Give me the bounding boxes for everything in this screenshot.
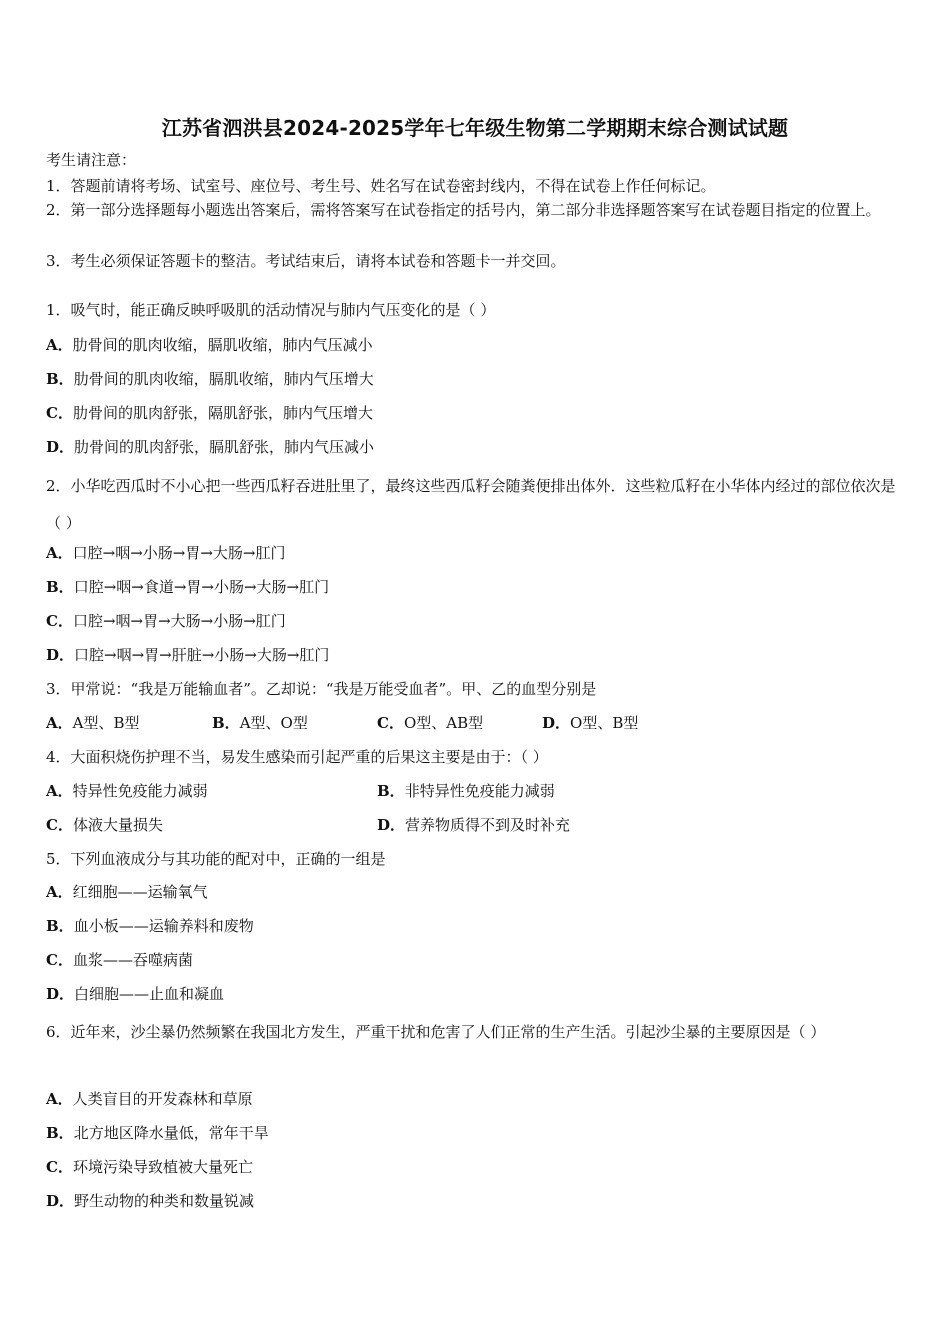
option-letter: B． [377,782,405,800]
option-1c [46,403,373,423]
option-letter: B． [46,370,74,388]
question-stem-1: 1．吸气时，能正确反映呼吸肌的活动情况与肺内气压变化的是（ ） [46,301,496,319]
option-6d [46,1191,254,1211]
option-text: 口腔→咽→胃→肝脏→小肠→大肠→肛门 [74,646,330,664]
option-text: 口腔→咽→胃→大肠→小肠→肛门 [72,612,286,630]
option-letter: A． [46,336,73,354]
option-text: 肋骨间的肌肉收缩，膈肌收缩，肺内气压减小 [72,336,373,354]
option-letter: C． [377,714,404,732]
option-4c [46,815,163,835]
notice-heading: 考生请注意： [46,151,137,169]
option-text: 非特异性免疫能力减弱 [404,782,555,800]
question-stem-4: 4．大面积烧伤护理不当，易发生感染而引起严重的后果这主要是由于：（ ） [46,748,548,766]
option-letter: B． [212,714,240,732]
notice-item: 1．答题前请将考场、试室号、座位号、考生号、姓名写在试卷密封线内，不得在试卷上作任何标记。 [46,177,716,195]
option-text: 口腔→咽→小肠→胃→大肠→肛门 [72,544,286,562]
question-stem-5: 5．下列血液成分与其功能的配对中，正确的一组是 [46,850,386,868]
option-text: 红细胞——运输氧气 [72,883,208,901]
option-text: 肋骨间的肌肉舒张，隔肌舒张，肺内气压增大 [72,404,373,422]
option-3d [542,713,638,733]
option-5c [46,950,193,970]
option-2c [46,611,286,631]
option-letter: D． [46,646,75,664]
option-6b [46,1123,269,1143]
option-4b [377,781,555,801]
option-1d [46,437,374,457]
option-letter: A． [46,544,73,562]
option-3a [46,713,140,733]
option-3b [212,713,308,733]
option-1a [46,335,373,355]
option-6a [46,1089,253,1109]
option-5a [46,882,208,902]
option-text: 血浆——吞噬病菌 [72,951,193,969]
option-2d [46,645,329,665]
notice-item: 3．考生必须保证答题卡的整洁。考试结束后，请将本试卷和答题卡一并交回。 [46,252,566,270]
option-letter: C． [46,951,73,969]
option-letter: C． [46,1158,73,1176]
option-letter: A． [46,883,73,901]
option-letter: D． [46,438,75,456]
option-letter: D． [46,1192,75,1210]
option-text: 肋骨间的肌肉舒张，膈肌舒张，肺内气压减小 [74,438,375,456]
option-text: 体液大量损失 [72,816,163,834]
option-6c [46,1157,253,1177]
question-stem-6: 6．近年来，沙尘暴仍然频繁在我国北方发生，严重干扰和危害了人们正常的生产生活。引起沙尘暴的主要原因是（ ） [46,1023,826,1041]
option-1b [46,369,374,389]
option-letter: A． [46,714,73,732]
option-text: 口腔→咽→食道→胃→小肠→大肠→肛门 [73,578,330,596]
option-letter: C． [46,612,73,630]
question-stem-3: 3．甲常说：“我是万能输血者”。乙却说：“我是万能受血者”。甲、乙的血型分别是 [46,680,597,698]
option-2b [46,577,329,597]
option-letter: D． [377,816,406,834]
option-text: 白细胞——止血和凝血 [74,985,225,1003]
option-5b [46,916,254,936]
option-4a [46,781,208,801]
option-text: 营养物质得不到及时补充 [405,816,571,834]
option-text: O型、AB型 [403,714,484,732]
notice-item: 2．第一部分选择题每小题选出答案后，需将答案写在试卷指定的括号内，第二部分非选择题答案写在试卷题目指定的位置上。 [46,201,881,219]
option-letter: D． [542,714,571,732]
option-text: 环境污染导致植被大量死亡 [72,1158,253,1176]
option-text: A型、O型 [239,714,308,732]
option-text: 特异性免疫能力减弱 [72,782,208,800]
option-letter: B． [46,917,74,935]
option-4d [377,815,570,835]
option-text: A型、B型 [72,714,140,732]
option-letter: C． [46,816,73,834]
option-2a [46,543,285,563]
option-text: 肋骨间的肌肉收缩，膈肌收缩，肺内气压增大 [73,370,374,388]
option-text: 血小板——运输养料和废物 [73,917,254,935]
option-3c [377,713,483,733]
option-letter: C． [46,404,73,422]
option-letter: A． [46,1090,73,1108]
option-letter: B． [46,578,74,596]
option-letter: D． [46,985,75,1003]
option-text: 野生动物的种类和数量锐减 [74,1192,255,1210]
option-text: O型、B型 [570,714,639,732]
option-5d [46,984,224,1004]
option-letter: A． [46,782,73,800]
option-text: 人类盲目的开发森林和草原 [72,1090,253,1108]
page-title: 江苏省泗洪县2024-2025学年七年级生物第二学期期末综合测试试题 [161,116,789,140]
option-text: 北方地区降水量低，常年干旱 [73,1124,269,1142]
question-stem-2: 2．小华吃西瓜时不小心把一些西瓜籽吞进肚里了，最终这些西瓜籽会随粪便排出体外．这些粒瓜籽在小华体内经过的部位依次是（ ） [46,477,896,532]
option-letter: B． [46,1124,74,1142]
